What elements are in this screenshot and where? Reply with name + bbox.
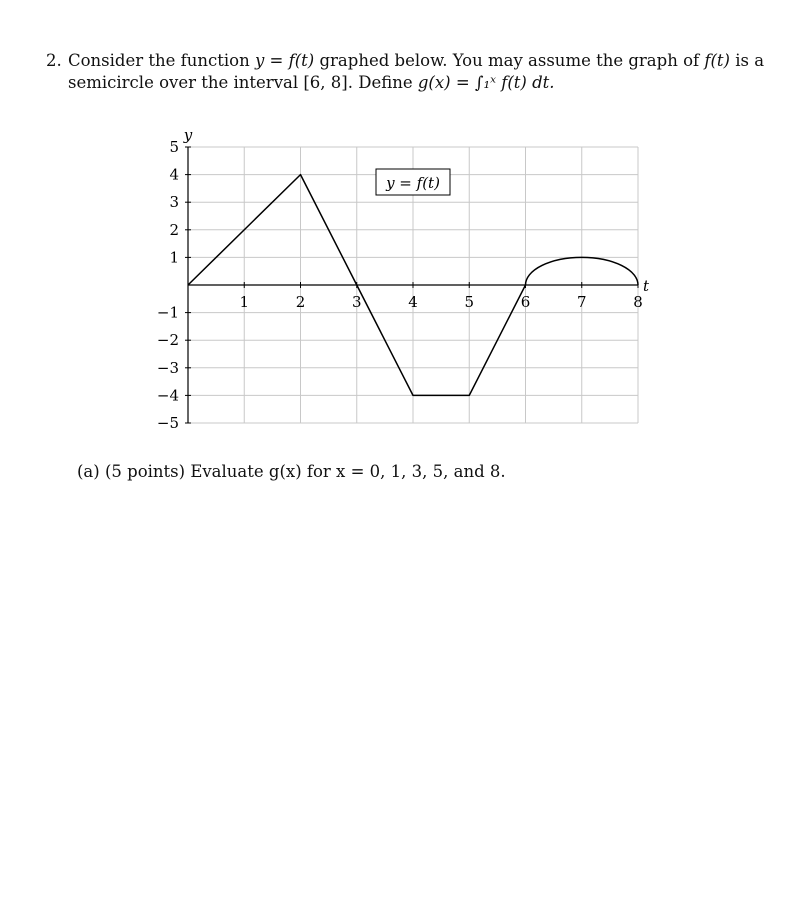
- problem-line-1: Consider the function y = f(t) graphed below. You may assume the graph of f(t) is a: [68, 51, 765, 70]
- y-tick-label: −5: [156, 414, 179, 432]
- x-tick-label: 2: [295, 293, 306, 311]
- function-notation: y = f(t): [254, 51, 315, 70]
- function-graph: [0, 0, 792, 460]
- part-a-question: (a) (5 points) Evaluate g(x) for x = 0, 1, 3, 5, and 8.: [77, 462, 506, 481]
- x-tick-label: 4: [408, 293, 418, 311]
- x-tick-label: 3: [351, 293, 362, 311]
- y-tick-label: 4: [169, 165, 179, 184]
- x-tick-label: 1: [239, 293, 250, 311]
- y-tick-label: −1: [156, 303, 179, 322]
- y-tick-label: 5: [169, 138, 179, 156]
- y-tick-label: 2: [169, 220, 179, 239]
- y-tick-label: 3: [169, 193, 179, 212]
- integral-definition: g(x) = ∫₁ˣ f(t) dt.: [417, 73, 555, 92]
- x-tick-label: 7: [576, 293, 587, 311]
- x-tick-label: 6: [520, 293, 531, 311]
- problem-line-2: semicircle over the interval [6, 8]. Define g(x) = ∫₁ˣ f(t) dt.: [68, 73, 555, 92]
- legend-label: y = f(t): [386, 174, 440, 192]
- y-tick-label: −4: [156, 386, 179, 405]
- x-tick-label: 8: [633, 293, 643, 311]
- y-axis-label: y: [183, 126, 193, 144]
- y-tick-label: −3: [156, 358, 179, 377]
- y-tick-label: 1: [169, 248, 179, 267]
- x-axis-label: t: [642, 277, 650, 295]
- legend-box: [376, 169, 450, 195]
- problem-number: 2.: [46, 51, 62, 70]
- x-tick-label: 5: [464, 293, 475, 311]
- y-tick-label: −2: [156, 331, 179, 350]
